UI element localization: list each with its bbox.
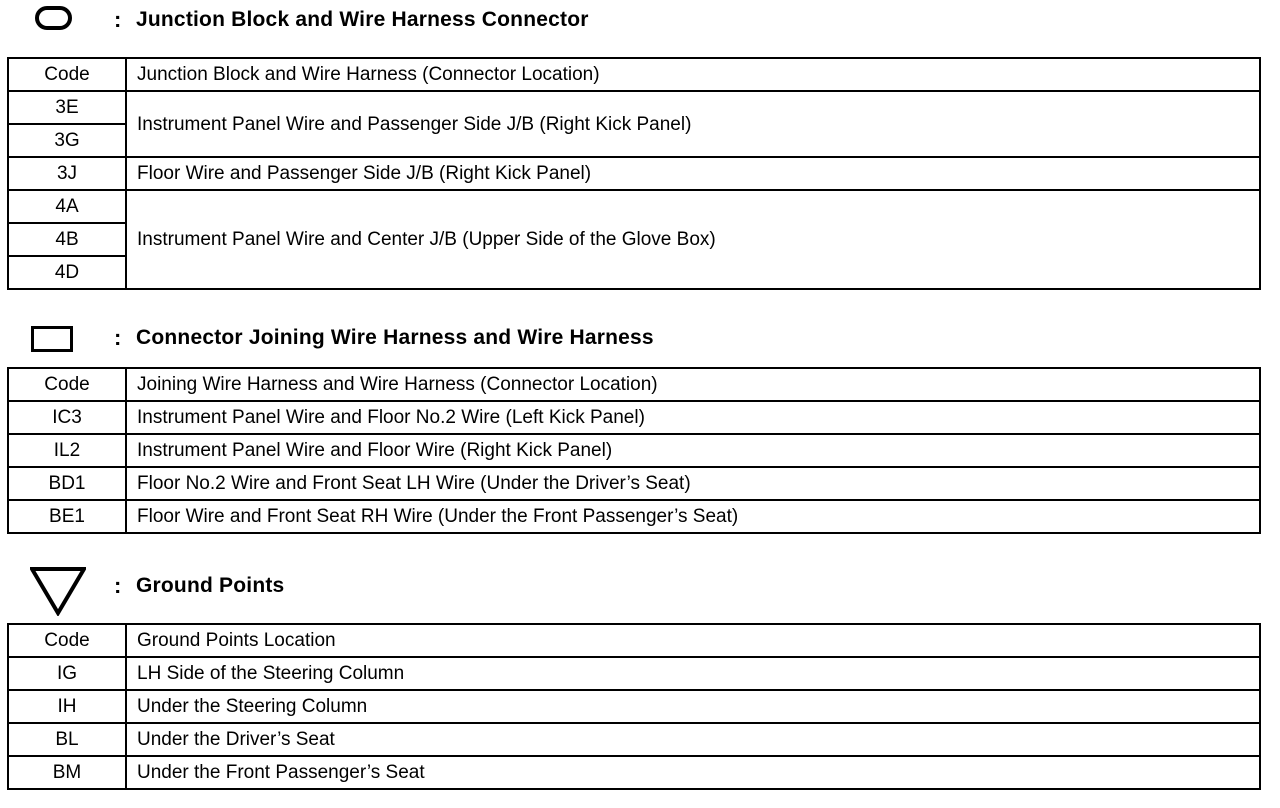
- desc-cell: Floor No.2 Wire and Front Seat LH Wire (Under the Driver’s Seat): [126, 467, 1260, 500]
- triangle-symbol-icon: [30, 566, 86, 616]
- connector-heading: [0, 318, 1280, 364]
- desc-cell: Instrument Panel Wire and Center J/B (Upper Side of the Glove Box): [126, 190, 1260, 289]
- desc-cell: LH Side of the Steering Column: [126, 657, 1260, 690]
- junction-title: Junction Block and Wire Harness Connector: [136, 8, 589, 31]
- table-row: [8, 500, 1260, 533]
- code-cell: 3G: [8, 124, 126, 157]
- desc-cell: Floor Wire and Front Seat RH Wire (Under the Front Passenger’s Seat): [126, 500, 1260, 533]
- ground-table: [7, 623, 1261, 790]
- code-cell: 3E: [8, 91, 126, 124]
- connector-table: [7, 367, 1261, 534]
- table-row: [8, 434, 1260, 467]
- rectangle-symbol-icon: [31, 326, 73, 352]
- desc-cell: Instrument Panel Wire and Floor No.2 Wire (Left Kick Panel): [126, 401, 1260, 434]
- code-cell: BM: [8, 756, 126, 789]
- ground-heading: [0, 564, 1280, 610]
- code-cell: IH: [8, 690, 126, 723]
- table-row: [8, 690, 1260, 723]
- code-cell: 4A: [8, 190, 126, 223]
- table-row: [8, 467, 1260, 500]
- junction-heading: [0, 0, 1280, 46]
- desc-cell: Floor Wire and Passenger Side J/B (Right Kick Panel): [126, 157, 1260, 190]
- ground-title: Ground Points: [136, 574, 285, 597]
- header-desc: Ground Points Location: [126, 624, 1260, 657]
- desc-cell: Under the Front Passenger’s Seat: [126, 756, 1260, 789]
- code-cell: BE1: [8, 500, 126, 533]
- code-cell: 4B: [8, 223, 126, 256]
- connector-colon: :: [114, 325, 122, 350]
- table-row: [8, 157, 1260, 190]
- table-row: [8, 756, 1260, 789]
- table-row: [8, 657, 1260, 690]
- header-code: Code: [8, 58, 126, 91]
- table-row: [8, 190, 1260, 223]
- table-row: [8, 723, 1260, 756]
- desc-cell: Under the Steering Column: [126, 690, 1260, 723]
- header-code: Code: [8, 624, 126, 657]
- code-cell: IG: [8, 657, 126, 690]
- table-header-row: [8, 368, 1260, 401]
- rounded-rect-symbol-icon: [35, 6, 72, 30]
- code-cell: 4D: [8, 256, 126, 289]
- junction-table: [7, 57, 1261, 290]
- code-cell: 3J: [8, 157, 126, 190]
- connector-title: Connector Joining Wire Harness and Wire Harness: [136, 326, 654, 349]
- table-header-row: [8, 624, 1260, 657]
- code-cell: BD1: [8, 467, 126, 500]
- ground-colon: :: [114, 573, 122, 598]
- table-row: [8, 91, 1260, 124]
- table-row: [8, 401, 1260, 434]
- code-cell: BL: [8, 723, 126, 756]
- header-desc: Junction Block and Wire Harness (Connector Location): [126, 58, 1260, 91]
- desc-cell: Under the Driver’s Seat: [126, 723, 1260, 756]
- header-code: Code: [8, 368, 126, 401]
- table-header-row: [8, 58, 1260, 91]
- header-desc: Joining Wire Harness and Wire Harness (Connector Location): [126, 368, 1260, 401]
- code-cell: IC3: [8, 401, 126, 434]
- desc-cell: Instrument Panel Wire and Floor Wire (Right Kick Panel): [126, 434, 1260, 467]
- code-cell: IL2: [8, 434, 126, 467]
- junction-colon: :: [114, 7, 122, 32]
- desc-cell: Instrument Panel Wire and Passenger Side J/B (Right Kick Panel): [126, 91, 1260, 157]
